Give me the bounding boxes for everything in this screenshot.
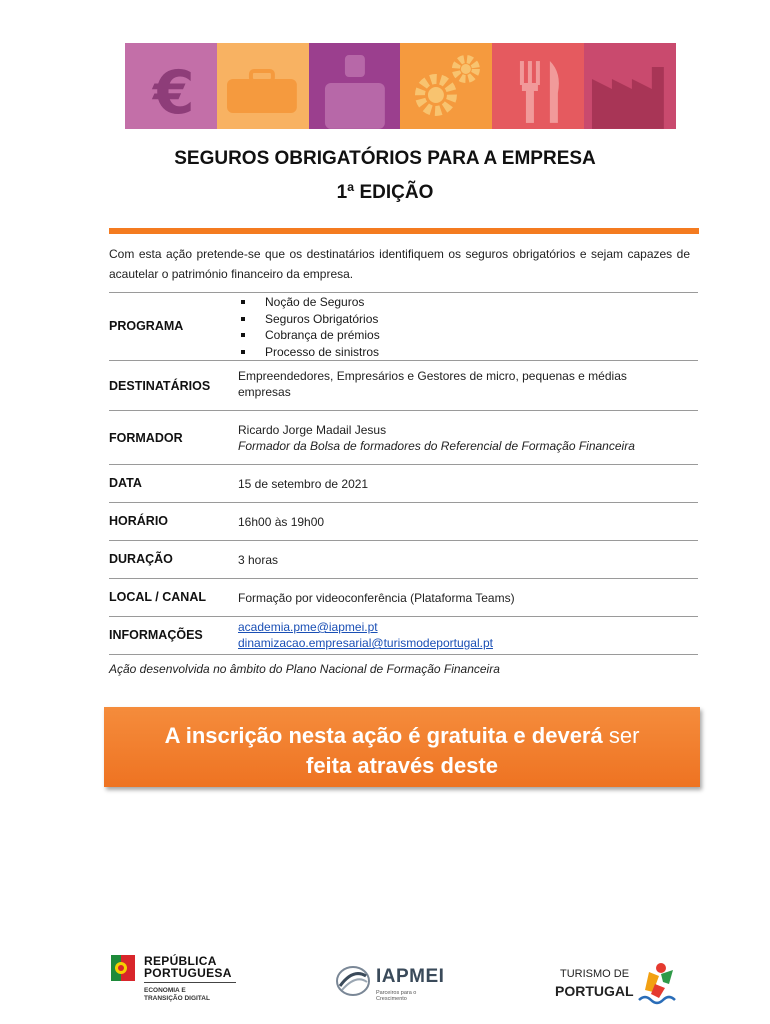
destinatarios-line: empresas xyxy=(238,385,291,399)
page-title: SEGUROS OBRIGATÓRIOS PARA A EMPRESA xyxy=(174,148,596,169)
turismo-de-portugal-logo xyxy=(555,962,685,1007)
fork-knife-icon xyxy=(492,43,584,129)
programa-list xyxy=(238,294,380,360)
republica-line-2: PORTUGUESA xyxy=(144,966,232,980)
republica-line-1: REPÚBLICA xyxy=(144,954,217,968)
horario-value: 16h00 às 19h00 xyxy=(238,515,325,529)
iapmei-logo xyxy=(336,962,446,1002)
table-divider xyxy=(109,410,698,411)
republica-ministry xyxy=(144,987,210,1003)
ministry-line-2: TRANSIÇÃO DIGITAL xyxy=(144,995,210,1002)
header-banner xyxy=(125,43,676,129)
list-item: Processo de sinistros xyxy=(238,344,380,361)
formador-label: FORMADOR xyxy=(109,431,183,445)
republica-name xyxy=(144,955,232,979)
table-divider xyxy=(109,360,698,361)
accent-divider xyxy=(109,228,699,234)
formador-value xyxy=(238,422,635,454)
intro-paragraph: Com esta ação pretende-se que os destinatários identifiquem os seguros obrigatórios e sejam capazes de acautelar o património financeiro da empresa. xyxy=(109,247,690,281)
turismo-symbol-icon xyxy=(635,962,683,1006)
data-label: DATA xyxy=(109,476,142,490)
table-divider xyxy=(109,502,698,503)
portugal-flag-icon xyxy=(111,955,135,981)
table-divider xyxy=(109,292,698,293)
gears-icon xyxy=(400,43,492,129)
table-divider xyxy=(109,464,698,465)
table-divider xyxy=(109,540,698,541)
iapmei-tagline: Parceiros para o Crescimento xyxy=(376,990,417,1002)
republica-portuguesa-logo xyxy=(111,955,241,1005)
duracao-value: 3 horas xyxy=(238,553,279,567)
briefcase-tile xyxy=(217,43,309,129)
formador-name: Ricardo Jorge Madail Jesus xyxy=(238,423,387,437)
svg-text:€: € xyxy=(152,57,195,128)
turismo-line-2: PORTUGAL xyxy=(555,983,634,999)
email-link-turismo[interactable]: dinamizacao.empresarial@turismodeportugal.pt xyxy=(238,636,493,650)
cta-line-1 xyxy=(104,721,700,751)
cta-light-text: ser xyxy=(602,723,640,748)
destinatarios-label: DESTINATÁRIOS xyxy=(109,379,211,393)
cta-line-2: feita através deste xyxy=(306,753,498,778)
list-item: Noção de Seguros xyxy=(238,294,380,311)
programa-label: PROGRAMA xyxy=(109,319,184,333)
destinatarios-line: Empreendedores, Empresários e Gestores de micro, pequenas e médias xyxy=(238,369,627,383)
table-divider xyxy=(109,578,698,579)
email-link-iapmei[interactable]: academia.pme@iapmei.pt xyxy=(238,620,378,634)
logo-divider xyxy=(144,982,236,983)
data-value: 15 de setembro de 2021 xyxy=(238,477,369,491)
registration-banner-button[interactable] xyxy=(104,707,700,787)
footnote: Ação desenvolvida no âmbito do Plano Nacional de Formação Financeira xyxy=(109,662,500,676)
horario-label: HORÁRIO xyxy=(109,514,169,528)
factory-icon xyxy=(584,43,676,129)
destinatarios-value xyxy=(238,368,627,400)
informacoes-label: INFORMAÇÕES xyxy=(109,628,203,642)
iapmei-wordmark: IAPMEI xyxy=(376,966,445,987)
person-icon xyxy=(309,43,401,129)
table-divider xyxy=(109,654,698,655)
local-label: LOCAL / CANAL xyxy=(109,590,206,604)
restaurant-tile xyxy=(492,43,584,129)
briefcase-icon xyxy=(217,43,309,129)
ministry-line-1: ECONOMIA E xyxy=(144,987,186,994)
formador-role: Formador da Bolsa de formadores do Referencial de Formação Financeira xyxy=(238,439,635,453)
table-divider xyxy=(109,616,698,617)
person-tile xyxy=(309,43,401,129)
list-item: Seguros Obrigatórios xyxy=(238,311,380,328)
turismo-line-1: TURISMO DE xyxy=(560,968,630,980)
page-subtitle: 1ª EDIÇÃO xyxy=(336,182,434,203)
list-item: Cobrança de prémios xyxy=(238,327,380,344)
duracao-label: DURAÇÃO xyxy=(109,552,173,566)
euro-icon xyxy=(125,43,217,129)
gears-tile xyxy=(400,43,492,129)
factory-tile xyxy=(584,43,676,129)
euro-tile xyxy=(125,43,217,129)
cta-bold-text: A inscrição nesta ação é gratuita e deverá xyxy=(164,723,603,748)
local-value: Formação por videoconferência (Plataforma Teams) xyxy=(238,591,515,605)
iapmei-globe-icon xyxy=(336,964,370,998)
informacoes-value xyxy=(238,619,493,651)
